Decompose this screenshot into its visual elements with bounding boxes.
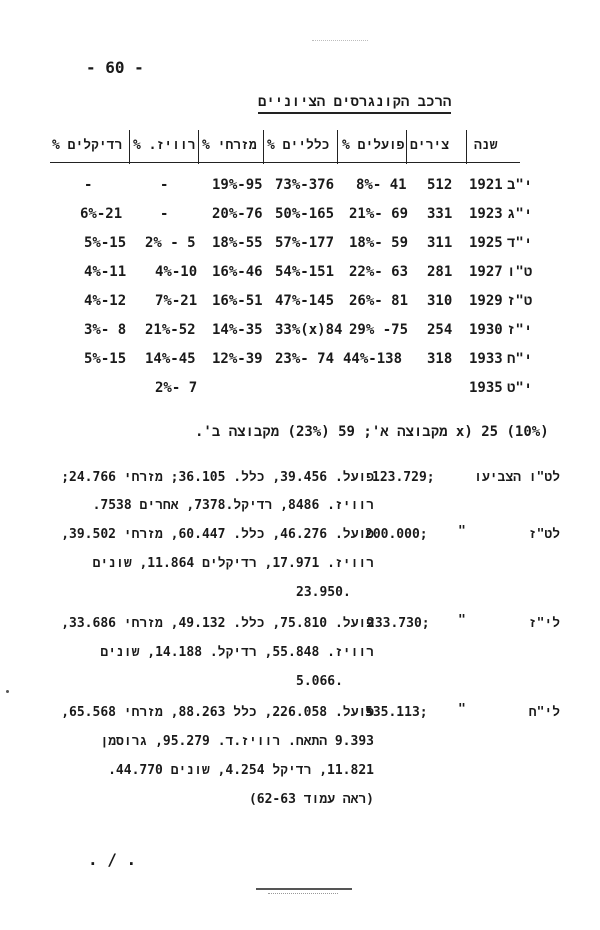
cell-workers: 8%- 41 bbox=[356, 177, 407, 193]
cell-workers: 26%- 81 bbox=[349, 293, 409, 309]
table-row bbox=[0, 206, 600, 226]
cell-radicals: - bbox=[84, 177, 93, 193]
header-delegates: צירים bbox=[410, 138, 450, 153]
cell-mizrachi: 16%-46 bbox=[212, 264, 263, 280]
cell-general: 50%-165 bbox=[275, 206, 335, 222]
block-label: לי"ז bbox=[528, 616, 560, 631]
cell-congress: י"ח bbox=[507, 351, 533, 367]
ditto-mark: " bbox=[458, 524, 466, 539]
block-total: 123.729; bbox=[372, 470, 435, 485]
block-line: 5.066. bbox=[296, 674, 343, 689]
block-line: פועל. 226.058, כלל 88.263, מזרחי 65.568, bbox=[61, 705, 374, 720]
cell-delegates: 310 bbox=[427, 293, 453, 309]
cell-workers: 44%-138 bbox=[343, 351, 403, 367]
block-line: 23.950. bbox=[296, 585, 351, 600]
block-line: פועל. 46.276, כלל. 60.447, מזרחי 39.502, bbox=[61, 527, 374, 542]
table-row bbox=[0, 293, 600, 313]
column-divider bbox=[263, 130, 264, 164]
table-footnote: x) 25 (10%) מקבוצה א'; 59 (23%) מקבוצה ב'. bbox=[195, 424, 549, 440]
block-label: לט"ז bbox=[528, 527, 560, 542]
cell-workers: 18%- 59 bbox=[349, 235, 409, 251]
block-line: פועל. 75.810, כלל. 49.132, מזרחי 33.686, bbox=[61, 616, 374, 631]
header-workers: פועלים % bbox=[342, 138, 405, 153]
table-row bbox=[0, 380, 600, 400]
cell-general: 47%-145 bbox=[275, 293, 335, 309]
cell-congress: י"ב bbox=[507, 177, 533, 193]
cell-delegates: 318 bbox=[427, 351, 453, 367]
cell-year: 1935 bbox=[469, 380, 503, 396]
cell-congress: י"ג bbox=[507, 206, 533, 222]
block-total: 535.113; bbox=[365, 705, 428, 720]
cell-mizrachi: 20%-76 bbox=[212, 206, 263, 222]
cell-delegates: 512 bbox=[427, 177, 453, 193]
block-line: פועל. 39.456, כלל. 36.105; מזרחי 24.766; bbox=[61, 470, 374, 485]
block-total: 233.730; bbox=[367, 616, 430, 631]
cell-mizrachi: 12%-39 bbox=[212, 351, 263, 367]
cell-year: 1930 bbox=[469, 322, 503, 338]
column-divider bbox=[337, 130, 338, 164]
header-revisionists: רוויז. % bbox=[133, 138, 196, 153]
cell-radicals: 4%-11 bbox=[84, 264, 127, 280]
cell-general: 23%- 74 bbox=[275, 351, 335, 367]
cell-radicals: 4%-12 bbox=[84, 293, 127, 309]
header-radicals: רדיקלים % bbox=[52, 138, 123, 153]
cell-workers: 29% -75 bbox=[349, 322, 409, 338]
page-reference: (ראה עמוד 62-63) bbox=[248, 792, 374, 807]
cell-workers: 22%- 63 bbox=[349, 264, 409, 280]
cell-year: 1933 bbox=[469, 351, 503, 367]
cell-general: 73%-376 bbox=[275, 177, 335, 193]
header-general: כלליים % bbox=[267, 138, 330, 153]
scan-artifact bbox=[268, 893, 338, 894]
cell-revisionists: 2% - 5 bbox=[145, 235, 196, 251]
cell-workers: 21%- 69 bbox=[349, 206, 409, 222]
page-number: - 60 - bbox=[86, 58, 144, 77]
column-divider bbox=[466, 130, 467, 164]
block-label: לי"ח bbox=[528, 705, 560, 720]
column-divider bbox=[406, 130, 407, 164]
cell-general: 54%-151 bbox=[275, 264, 335, 280]
cell-delegates: 331 bbox=[427, 206, 453, 222]
cell-radicals: 3%- 8 bbox=[84, 322, 127, 338]
ditto-mark: " bbox=[458, 702, 466, 717]
column-divider bbox=[198, 130, 199, 164]
column-divider bbox=[129, 130, 130, 164]
header-mizrachi: מזרחי % bbox=[202, 138, 257, 153]
block-line: 11.821, רדיקל 4.254, שונים 44.770. bbox=[108, 763, 374, 778]
block-line: 9.393 התאח. רוויז.ד. 95.279, גרוסמן bbox=[100, 734, 374, 749]
table-row bbox=[0, 177, 600, 197]
cell-radicals: 5%-15 bbox=[84, 235, 127, 251]
block-line: רוויז. 8486, רדיקל.7378, אחרים 7538. bbox=[92, 498, 374, 513]
block-line: רוויז. 55.848, רדיקל. 14.188, שונים bbox=[100, 645, 374, 660]
table-row bbox=[0, 235, 600, 255]
cell-mizrachi: 16%-51 bbox=[212, 293, 263, 309]
cell-general: 57%-177 bbox=[275, 235, 335, 251]
page-title: הרכב הקונגרסים הציוניים bbox=[258, 94, 451, 114]
cell-delegates: 311 bbox=[427, 235, 453, 251]
cell-general: 33%(x)84 bbox=[275, 322, 343, 338]
header-year: שנה bbox=[474, 138, 498, 153]
header-rule bbox=[50, 162, 520, 163]
cell-year: 1925 bbox=[469, 235, 503, 251]
cell-year: 1923 bbox=[469, 206, 503, 222]
table-row bbox=[0, 351, 600, 371]
cell-congress: י"ט bbox=[507, 380, 533, 396]
cell-revisionists: 7%-21 bbox=[155, 293, 198, 309]
cell-congress: י"ד bbox=[507, 235, 533, 251]
cell-delegates: 254 bbox=[427, 322, 453, 338]
scan-artifact bbox=[312, 40, 368, 41]
cell-congress: ט"ז bbox=[507, 293, 533, 309]
block-label: לט"ו הצביעו bbox=[474, 470, 560, 485]
cell-revisionists: 21%-52 bbox=[145, 322, 196, 338]
end-mark: . / . bbox=[88, 850, 137, 869]
cell-revisionists: - bbox=[160, 206, 169, 222]
ditto-mark: " bbox=[458, 613, 466, 628]
cell-mizrachi: 19%-95 bbox=[212, 177, 263, 193]
block-line: רוויז. 17.971, רדיקלים 11.864, שונים bbox=[92, 556, 374, 571]
cell-year: 1927 bbox=[469, 264, 503, 280]
scan-artifact bbox=[256, 888, 352, 890]
block-total: 200.000; bbox=[365, 527, 428, 542]
cell-mizrachi: 14%-35 bbox=[212, 322, 263, 338]
cell-year: 1929 bbox=[469, 293, 503, 309]
cell-congress: י"ז bbox=[507, 322, 533, 338]
table-row bbox=[0, 264, 600, 284]
table-row bbox=[0, 322, 600, 342]
cell-mizrachi: 18%-55 bbox=[212, 235, 263, 251]
cell-revisionists: 2%- 7 bbox=[155, 380, 198, 396]
cell-revisionists: 14%-45 bbox=[145, 351, 196, 367]
cell-congress: ט"ו bbox=[507, 264, 533, 280]
cell-year: 1921 bbox=[469, 177, 503, 193]
cell-revisionists: - bbox=[160, 177, 169, 193]
cell-radicals: 6%-21 bbox=[80, 206, 123, 222]
cell-delegates: 281 bbox=[427, 264, 453, 280]
cell-revisionists: 4%-10 bbox=[155, 264, 198, 280]
scan-speck bbox=[6, 690, 9, 693]
cell-radicals: 5%-15 bbox=[84, 351, 127, 367]
